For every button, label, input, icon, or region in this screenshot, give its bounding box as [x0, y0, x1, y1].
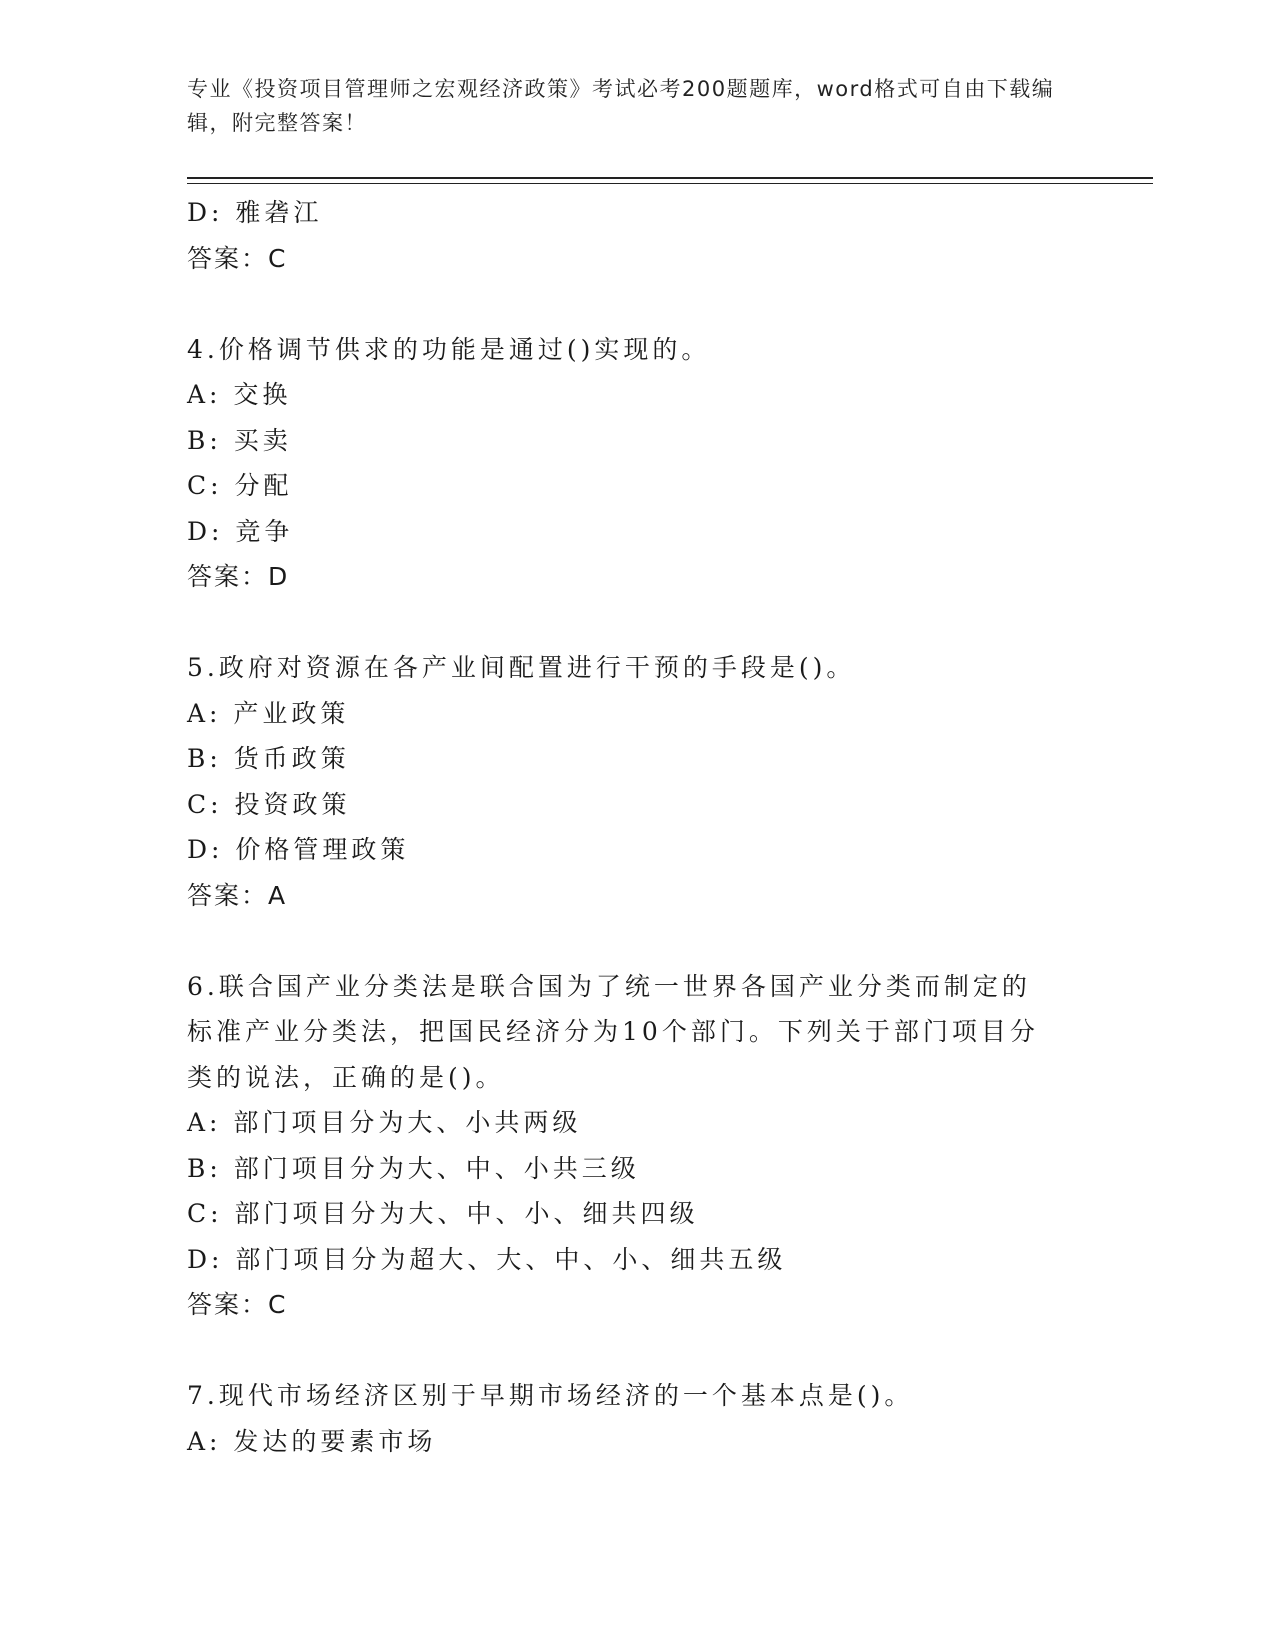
answer: 答案：D: [187, 562, 290, 591]
answer: 答案：C: [187, 1290, 288, 1319]
option-c: C: 部门项目分为大、中、小、细共四级: [187, 1199, 699, 1228]
question-gap: [187, 281, 1087, 327]
question-gap: [187, 600, 1087, 646]
option-b: B: 货币政策: [187, 744, 350, 773]
option-d: D: 雅砻江: [187, 198, 323, 227]
question-gap: [187, 918, 1087, 964]
option-c: C: 分配: [187, 471, 293, 500]
option-a: A: 产业政策: [187, 698, 350, 728]
question-stem: 6.联合国产业分类法是联合国为了统一世界各国产业分类而制定的标准产业分类法，把国民经济分为10个部门。下列关于部门项目分类的说法，正确的是()。: [187, 971, 1039, 1092]
header-rule-thin: [187, 183, 1153, 184]
document-title: 专业《投资项目管理师之宏观经济政策》考试必考200题题库，word格式可自由下载编辑，附完整答案！: [187, 77, 1055, 135]
question-gap: [187, 1328, 1087, 1374]
option-b: B: 买卖: [187, 425, 292, 455]
answer: 答案：C: [187, 243, 288, 273]
question-block: [187, 645, 1087, 918]
question-block: [187, 327, 1087, 600]
question-block: [187, 964, 1087, 1328]
option-c: C: 投资政策: [187, 789, 351, 819]
option-a: A: 部门项目分为大、小共两级: [187, 1108, 582, 1137]
header-rule-thick: [187, 177, 1153, 179]
question-stem: 5.政府对资源在各产业间配置进行干预的手段是()。: [187, 653, 856, 682]
option-a: A: 发达的要素市场: [187, 1426, 437, 1456]
answer: 答案：A: [187, 880, 288, 910]
question-block: [187, 1373, 1087, 1464]
option-a: A: 交换: [187, 380, 292, 409]
question-stem: 4.价格调节供求的功能是通过()实现的。: [187, 334, 711, 364]
question-stem: 7.现代市场经济区别于早期市场经济的一个基本点是()。: [187, 1381, 914, 1410]
option-d: D: 竞争: [187, 516, 294, 546]
page-header: [187, 72, 1087, 140]
option-d: D: 价格管理政策: [187, 835, 410, 864]
option-d: D: 部门项目分为超大、大、中、小、细共五级: [187, 1244, 787, 1274]
question-list: [187, 190, 1087, 1464]
option-b: B: 部门项目分为大、中、小共三级: [187, 1153, 640, 1183]
